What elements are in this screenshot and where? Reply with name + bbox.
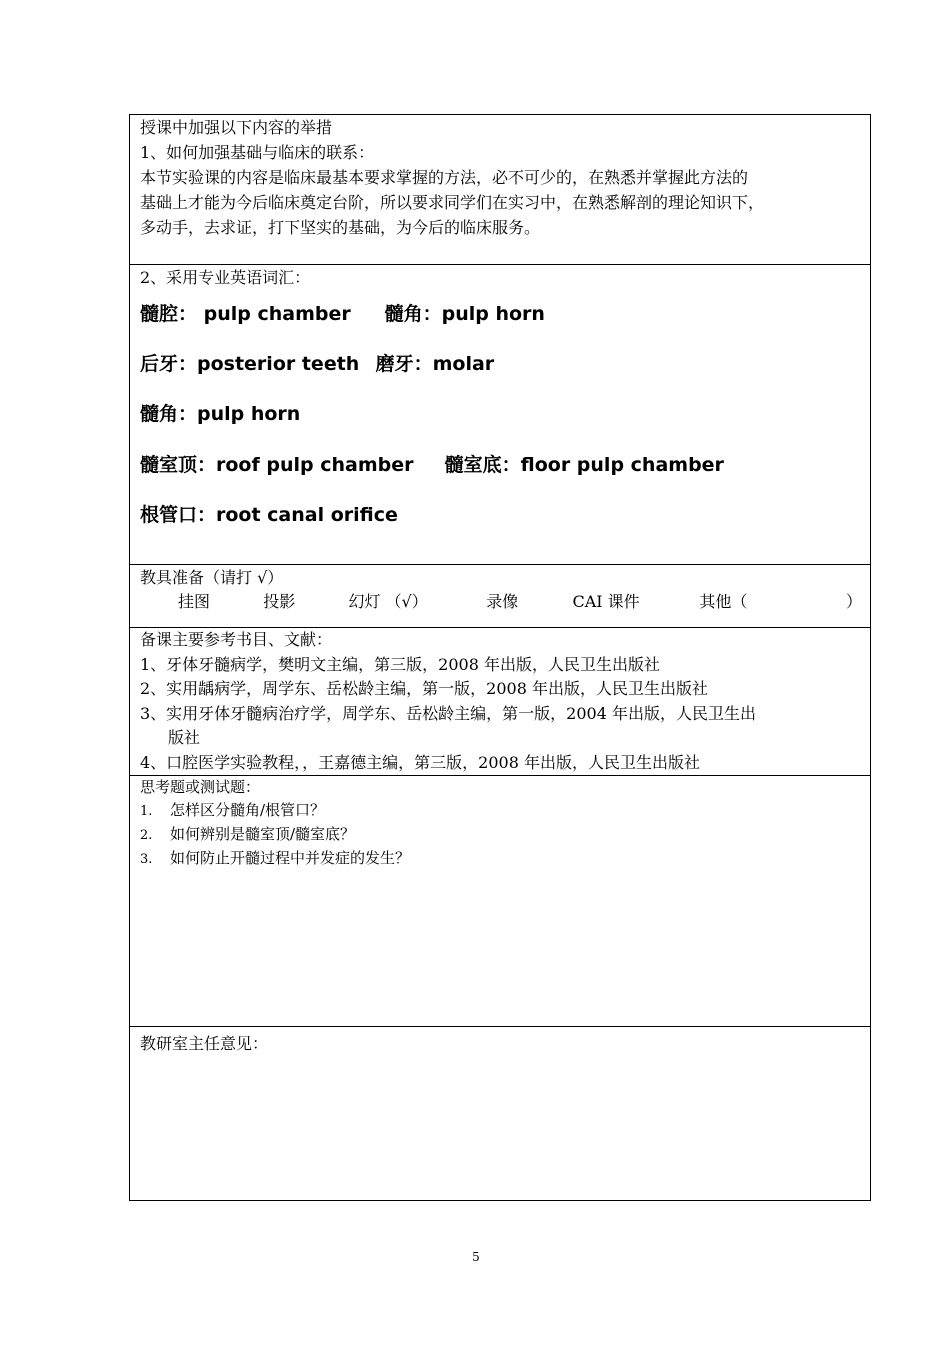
aid-option-cai: CAI 课件 xyxy=(572,592,640,611)
vocab-row-4 xyxy=(140,453,862,477)
aids-options xyxy=(140,590,862,614)
reference-item: 3、实用牙体牙髓病治疗学，周学东、岳松龄主编，第一版，2004 年出版，人民卫生出 xyxy=(140,703,756,723)
measures-subtitle: 1、如何加强基础与临床的联系： xyxy=(140,143,375,162)
aid-option-wall-chart: 挂图 xyxy=(178,592,211,611)
aid-option-other-close: ） xyxy=(845,592,862,611)
reference-item: 2、实用龋病学，周学东、岳松龄主编，第一版，2008 年出版，人民卫生出版社 xyxy=(140,679,708,698)
questions-section xyxy=(130,775,870,1026)
aid-option-projection: 投影 xyxy=(263,592,296,611)
director-opinion-section xyxy=(130,1026,870,1200)
aids-title: 教具准备（请打 √） xyxy=(140,568,284,587)
reference-item: 1、牙体牙髓病学，樊明文主编，第三版，2008 年出版，人民卫生出版社 xyxy=(140,654,660,674)
measures-title: 授课中加强以下内容的举措 xyxy=(140,118,333,137)
vocab-title: 2、采用专业英语词汇： xyxy=(140,268,311,287)
vocab-row-3 xyxy=(140,402,862,426)
vocab-row-5 xyxy=(140,503,862,527)
reference-item: 4、口腔医学实验教程，，王嘉德主编，第三版，2008 年出版，人民卫生出版社 xyxy=(140,752,700,772)
measures-paragraph-line-2: 基础上才能为今后临床奠定台阶，所以要求同学们在实习中，在熟悉解剖的理论知识下， xyxy=(140,193,765,212)
vocab-term: 髓室底：floor pulp chamber xyxy=(444,454,724,476)
vocab-term: 磨牙：molar xyxy=(375,353,495,375)
questions-title: 思考题或测试题： xyxy=(140,778,261,796)
aid-option-video: 录像 xyxy=(486,592,519,611)
lesson-plan-table xyxy=(129,114,871,1201)
references-title: 备课主要参考书目、文献： xyxy=(140,630,333,649)
measures-paragraph-line-3: 多动手，去求证，打下坚实的基础，为今后的临床服务。 xyxy=(140,218,541,237)
vocab-section xyxy=(130,264,870,564)
references-section xyxy=(130,627,870,775)
vocab-row-2 xyxy=(140,352,862,376)
vocab-row-1 xyxy=(140,302,862,326)
vocab-term: 后牙：posterior teeth xyxy=(140,353,360,375)
vocab-term: 髓腔： pulp chamber xyxy=(140,303,351,325)
vocab-term: 髓角：pulp horn xyxy=(384,303,545,325)
measures-paragraph-line-1: 本节实验课的内容是临床最基本要求掌握的方法，必不可少的，在熟悉并掌握此方法的 xyxy=(140,168,749,187)
vocab-term: 髓室顶：roof pulp chamber xyxy=(140,454,414,476)
reference-item-continued: 版社 xyxy=(168,728,201,747)
aid-option-other: 其他（ xyxy=(699,592,748,611)
aid-option-slides: 幻灯 （√） xyxy=(348,592,428,611)
vocab-term: 髓角：pulp horn xyxy=(140,403,301,425)
vocab-term: 根管口：root canal orifice xyxy=(140,504,398,526)
director-opinion-title: 教研室主任意见： xyxy=(140,1034,269,1053)
aids-section xyxy=(130,564,870,627)
page-number: 5 xyxy=(472,1250,480,1264)
question-item: 1. 怎样区分髓角/根管口？ xyxy=(140,801,326,819)
measures-section xyxy=(130,115,870,264)
question-item: 3. 如何防止开髓过程中并发症的发生？ xyxy=(140,849,411,867)
question-item: 2. 如何辨别是髓室顶/髓室底？ xyxy=(140,825,356,843)
